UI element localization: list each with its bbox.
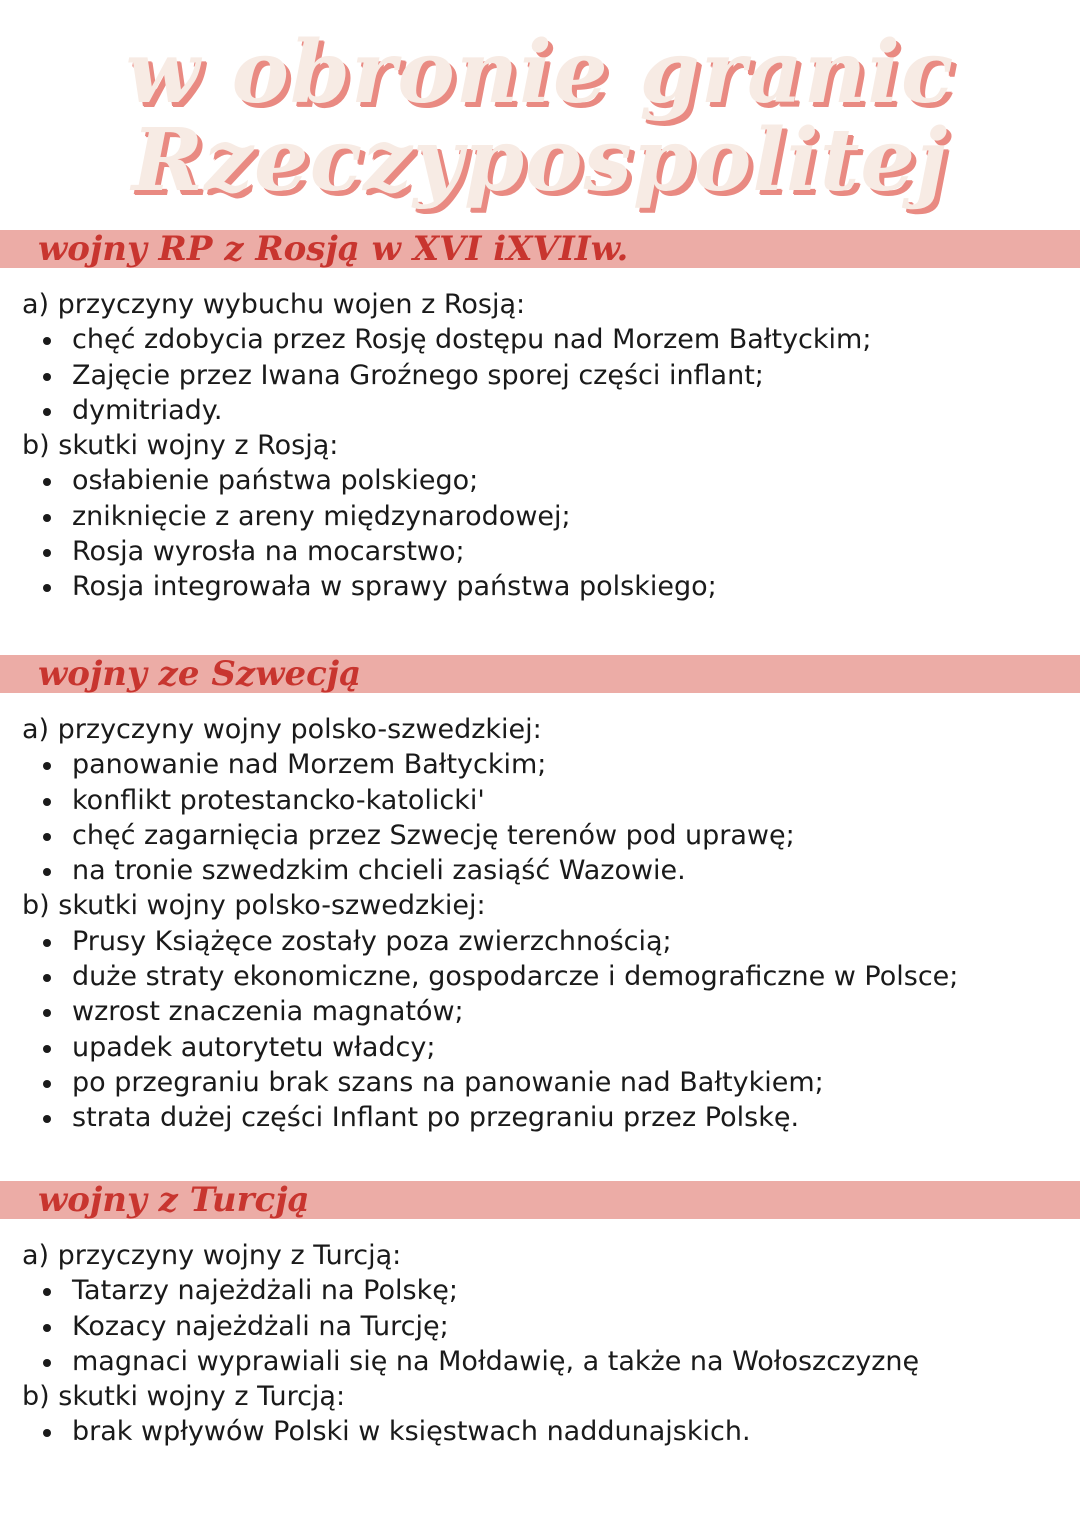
section-heading-turkey: wojny z Turcją [38, 1180, 310, 1220]
list-item: strata dużej części Inflant po przegraniu przez Polskę. [72, 1100, 1062, 1135]
list-item: osłabienie państwa polskiego; [72, 463, 1062, 498]
list-item: upadek autorytetu władcy; [72, 1030, 1062, 1065]
causes-list [22, 1273, 1062, 1379]
causes-label: a) przyczyny wojny polsko-szwedzkiej: [22, 714, 542, 745]
list-item: Rosja integrowała w sprawy państwa polskiego; [72, 569, 1062, 604]
page-title-line-1: w obronie granic [125, 22, 955, 123]
causes-list [22, 322, 1062, 428]
list-item: dymitriady. [72, 393, 1062, 428]
effects-label: b) skutki wojny polsko-szwedzkiej: [22, 890, 486, 922]
section-heading-russia: wojny RP z Rosją w XVI iXVIIw. [38, 229, 629, 269]
list-item: brak wpływów Polski w księstwach naddunajskich. [72, 1414, 1062, 1449]
effects-list [22, 463, 1062, 604]
section-body-russia [22, 287, 1062, 605]
list-item: wzrost znaczenia magnatów; [72, 994, 1062, 1029]
list-item: magnaci wyprawiali się na Mołdawię, a także na Wołoszczyznę [72, 1344, 1062, 1379]
list-item: Kozacy najeżdżali na Turcję; [72, 1309, 1062, 1344]
section-body-turkey [22, 1238, 1062, 1450]
effects-label: b) skutki wojny z Turcją: [22, 1381, 346, 1413]
list-item: Zajęcie przez Iwana Groźnego sporej części inflant; [72, 358, 1062, 393]
list-item: konflikt protestancko-katolicki' [72, 783, 1062, 818]
effects-label: b) skutki wojny z Rosją: [22, 430, 339, 462]
list-item: zniknięcie z areny międzynarodowej; [72, 499, 1062, 534]
list-item: duże straty ekonomiczne, gospodarcze i demograficzne w Polsce; [72, 959, 1062, 994]
section-heading-sweden: wojny ze Szwecją [38, 654, 362, 694]
section-body-sweden [22, 712, 1062, 1136]
list-item: panowanie nad Morzem Bałtyckim; [72, 747, 1062, 782]
list-item: Prusy Książęce zostały poza zwierzchnością; [72, 924, 1062, 959]
list-item: Tatarzy najeżdżali na Polskę; [72, 1273, 1062, 1308]
list-item: na tronie szwedzkim chcieli zasiąść Wazowie. [72, 853, 1062, 888]
causes-list [22, 747, 1062, 888]
causes-label: a) przyczyny wojny z Turcją: [22, 1240, 402, 1271]
list-item: chęć zdobycia przez Rosję dostępu nad Morzem Bałtyckim; [72, 322, 1062, 357]
list-item: chęć zagarnięcia przez Szwecję terenów pod uprawę; [72, 818, 1062, 853]
list-item: Rosja wyrosła na mocarstwo; [72, 534, 1062, 569]
effects-list [22, 1414, 1062, 1449]
page-title-line-2: Rzeczypospolitej [131, 110, 949, 211]
effects-list [22, 924, 1062, 1136]
causes-label: a) przyczyny wybuchu wojen z Rosją: [22, 289, 526, 320]
list-item: po przegraniu brak szans na panowanie nad Bałtykiem; [72, 1065, 1062, 1100]
